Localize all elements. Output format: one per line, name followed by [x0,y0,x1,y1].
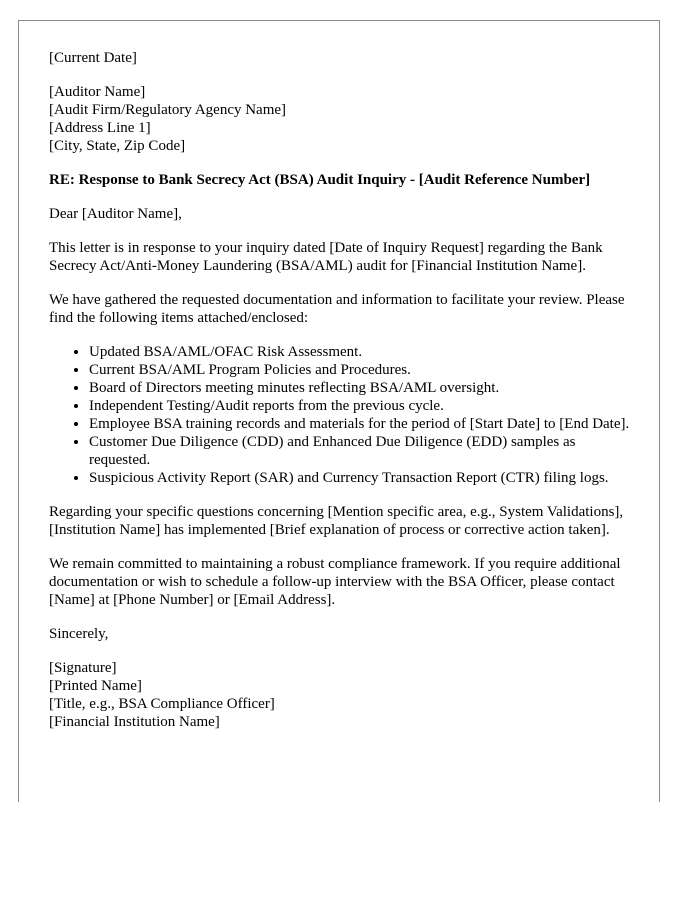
signer-institution: [Financial Institution Name] [49,714,220,730]
gathered-paragraph: We have gathered the requested documentation and information to facilitate your review. Please find the following items attached/enclosed: [49,292,625,326]
signature-block [49,659,634,731]
intro-paragraph: This letter is in response to your inquiry dated [Date of Inquiry Request] regarding the Bank Secrecy Act/Anti-Money Laundering (BSA/AML) audit for [Financial Institution Name]. [49,240,603,274]
list-item: • Independent Testing/Audit reports from the previous cycle. [89,397,634,415]
enclosed-items-list [49,343,634,487]
recipient-city-state-zip: [City, State, Zip Code] [49,138,186,154]
list-item: • Suspicious Activity Report (SAR) and Currency Transaction Report (CTR) filing logs. [89,469,634,487]
list-item: • Customer Due Diligence (CDD) and Enhanced Due Diligence (EDD) samples as requested. [89,433,634,469]
letter-page [18,20,660,802]
list-item: • Board of Directors meeting minutes reflecting BSA/AML oversight. [89,379,634,397]
regarding-paragraph: Regarding your specific questions concerning [Mention specific area, e.g., System Validations], [Institution Name] has implemented [Brief explanation of process or corrective action taken]. [49,504,624,538]
recipient-address [49,83,634,155]
closing: Sincerely, [49,626,109,642]
recipient-address-line1: [Address Line 1] [49,120,151,136]
date-line: [Current Date] [49,50,137,66]
signer-title: [Title, e.g., BSA Compliance Officer] [49,696,275,712]
recipient-name: [Auditor Name] [49,84,146,100]
committed-paragraph: We remain committed to maintaining a robust compliance framework. If you require additional documentation or wish to schedule a follow-up interview with the BSA Officer, please contact [Name] at [Phone Number] or [Email Address]. [49,556,621,608]
signature-placeholder: [Signature] [49,660,117,676]
letter-body [49,49,634,731]
list-item: • Employee BSA training records and materials for the period of [Start Date] to [End Date]. [89,415,634,433]
salutation: Dear [Auditor Name], [49,206,182,222]
list-item: • Current BSA/AML Program Policies and Procedures. [89,361,634,379]
recipient-organization: [Audit Firm/Regulatory Agency Name] [49,102,287,118]
subject-line: RE: Response to Bank Secrecy Act (BSA) Audit Inquiry - [Audit Reference Number] [49,172,591,188]
printed-name: [Printed Name] [49,678,142,694]
list-item: • Updated BSA/AML/OFAC Risk Assessment. [89,343,634,361]
